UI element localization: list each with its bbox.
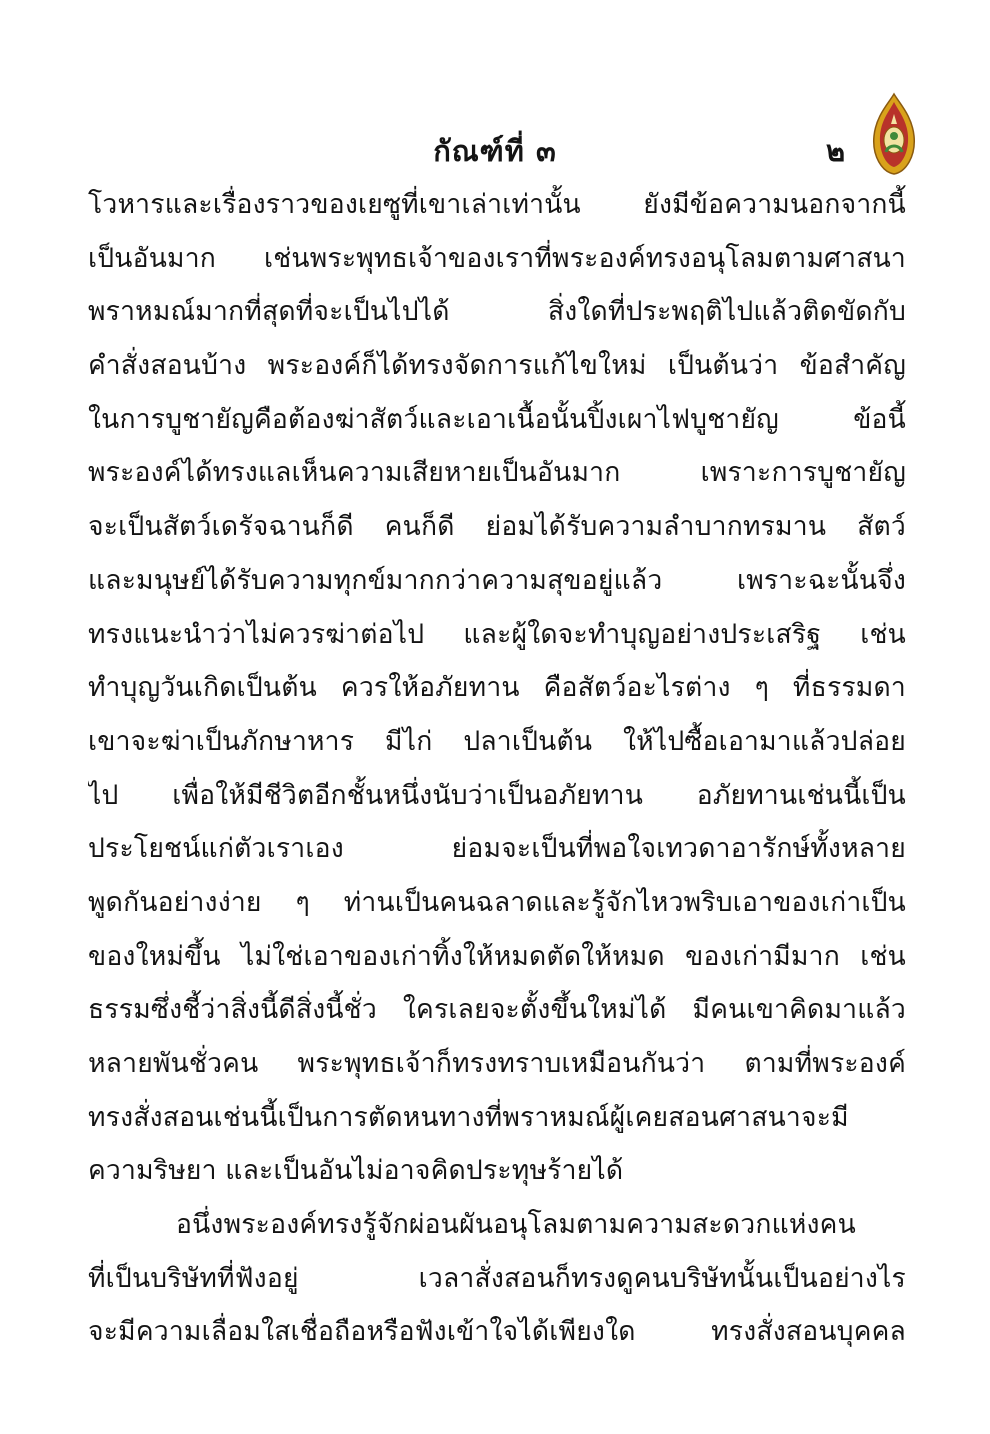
- paragraph-first-line: อนึ่งพระองค์ทรงรู้จักผ่อนผันอนุโลมตามความสะดวกแห่งคน: [176, 1209, 856, 1241]
- page-number: ๒: [826, 134, 846, 168]
- text-line: และมนุษย์ได้รับความทุกข์มากกว่าความสุขอยู่แล้ว เพราะฉะนั้นจึ่ง: [88, 564, 906, 596]
- text-line: ธรรมซึ่งชี้ว่าสิ่งนี้ดีสิ่งนี้ชั่ว ใครเลยจะตั้งขึ้นใหม่ได้ มีคนเขาคิดมาแล้ว: [88, 994, 906, 1026]
- text-line: ทรงสั่งสอนเช่นนี้เป็นการตัดหนทางที่พราหมณ์ผู้เคยสอนศาสนาจะมี: [88, 1101, 849, 1133]
- text-line: ที่เป็นบริษัทที่ฟังอยู่ เวลาสั่งสอนก็ทรงดูคนบริษัทนั้นเป็นอย่างไร: [88, 1262, 906, 1294]
- text-line: ไป เพื่อให้มีชีวิตอีกชั้นหนึ่งนับว่าเป็นอภัยทาน อภัยทานเช่นนี้เป็น: [88, 779, 906, 811]
- text-line: ของใหม่ขึ้น ไม่ใช่เอาของเก่าทิ้งให้หมดตัดให้หมด ของเก่ามีมาก เช่น: [88, 940, 906, 972]
- text-line: จะมีความเลื่อมใสเชื่อถือหรือฟังเข้าใจได้เพียงใด ทรงสั่งสอนบุคคล: [88, 1316, 906, 1348]
- text-line: โวหารและเรื่องราวของเยซูที่เขาเล่าเท่านั้น ยังมีข้อความนอกจากนี้: [88, 189, 906, 220]
- chapter-title: กัณฑ์ที่ ๓: [433, 134, 557, 168]
- text-line: พูดกันอย่างง่าย ๆ ท่านเป็นคนฉลาดและรู้จักไหวพริบเอาของเก่าเป็น: [88, 886, 906, 918]
- text-line: เขาจะฆ่าเป็นภักษาหาร มีไก่ ปลาเป็นต้น ให้ไปซื้อเอามาแล้วปล่อย: [88, 725, 906, 757]
- text-line: จะเป็นสัตว์เดรัจฉานก็ดี คนก็ดี ย่อมได้รับความลำบากทรมาน สัตว์: [88, 511, 906, 543]
- text-line: คำสั่งสอนบ้าง พระองค์ก็ได้ทรงจัดการแก้ไขใหม่ เป็นต้นว่า ข้อสำคัญ: [88, 350, 906, 382]
- text-line: ในการบูชายัญคือต้องฆ่าสัตว์และเอาเนื้อนั้นปิ้งเผาไฟบูชายัญ ข้อนี้: [88, 403, 906, 435]
- text-line: ทำบุญวันเกิดเป็นต้น ควรให้อภัยทาน คือสัตว์อะไรต่าง ๆ ที่ธรรมดา: [88, 672, 906, 704]
- text-line: ประโยชน์แก่ตัวเราเอง ย่อมจะเป็นที่พอใจเทวดาอารักษ์ทั้งหลาย: [88, 833, 906, 865]
- body-text: [88, 178, 906, 1359]
- page-header: [0, 118, 990, 178]
- text-line: หลายพันชั่วคน พระพุทธเจ้าก็ทรงทราบเหมือนกันว่า ตามที่พระองค์: [88, 1048, 906, 1079]
- text-line: เป็นอันมาก เช่นพระพุทธเจ้าของเราที่พระองค์ทรงอนุโลมตามศาสนา: [88, 242, 906, 274]
- text-line: ทรงแนะนำว่าไม่ควรฆ่าต่อไป และผู้ใดจะทำบุญอย่างประเสริฐ เช่น: [88, 618, 906, 650]
- text-line: ความริษยา และเป็นอันไม่อาจคิดประทุษร้ายได้: [88, 1155, 624, 1187]
- text-line: พระองค์ได้ทรงแลเห็นความเสียหายเป็นอันมาก เพราะการบูชายัญ: [88, 457, 906, 489]
- text-line: พราหมณ์มากที่สุดที่จะเป็นไปได้ สิ่งใดที่ประพฤติไปแล้วติดขัดกับ: [88, 296, 906, 328]
